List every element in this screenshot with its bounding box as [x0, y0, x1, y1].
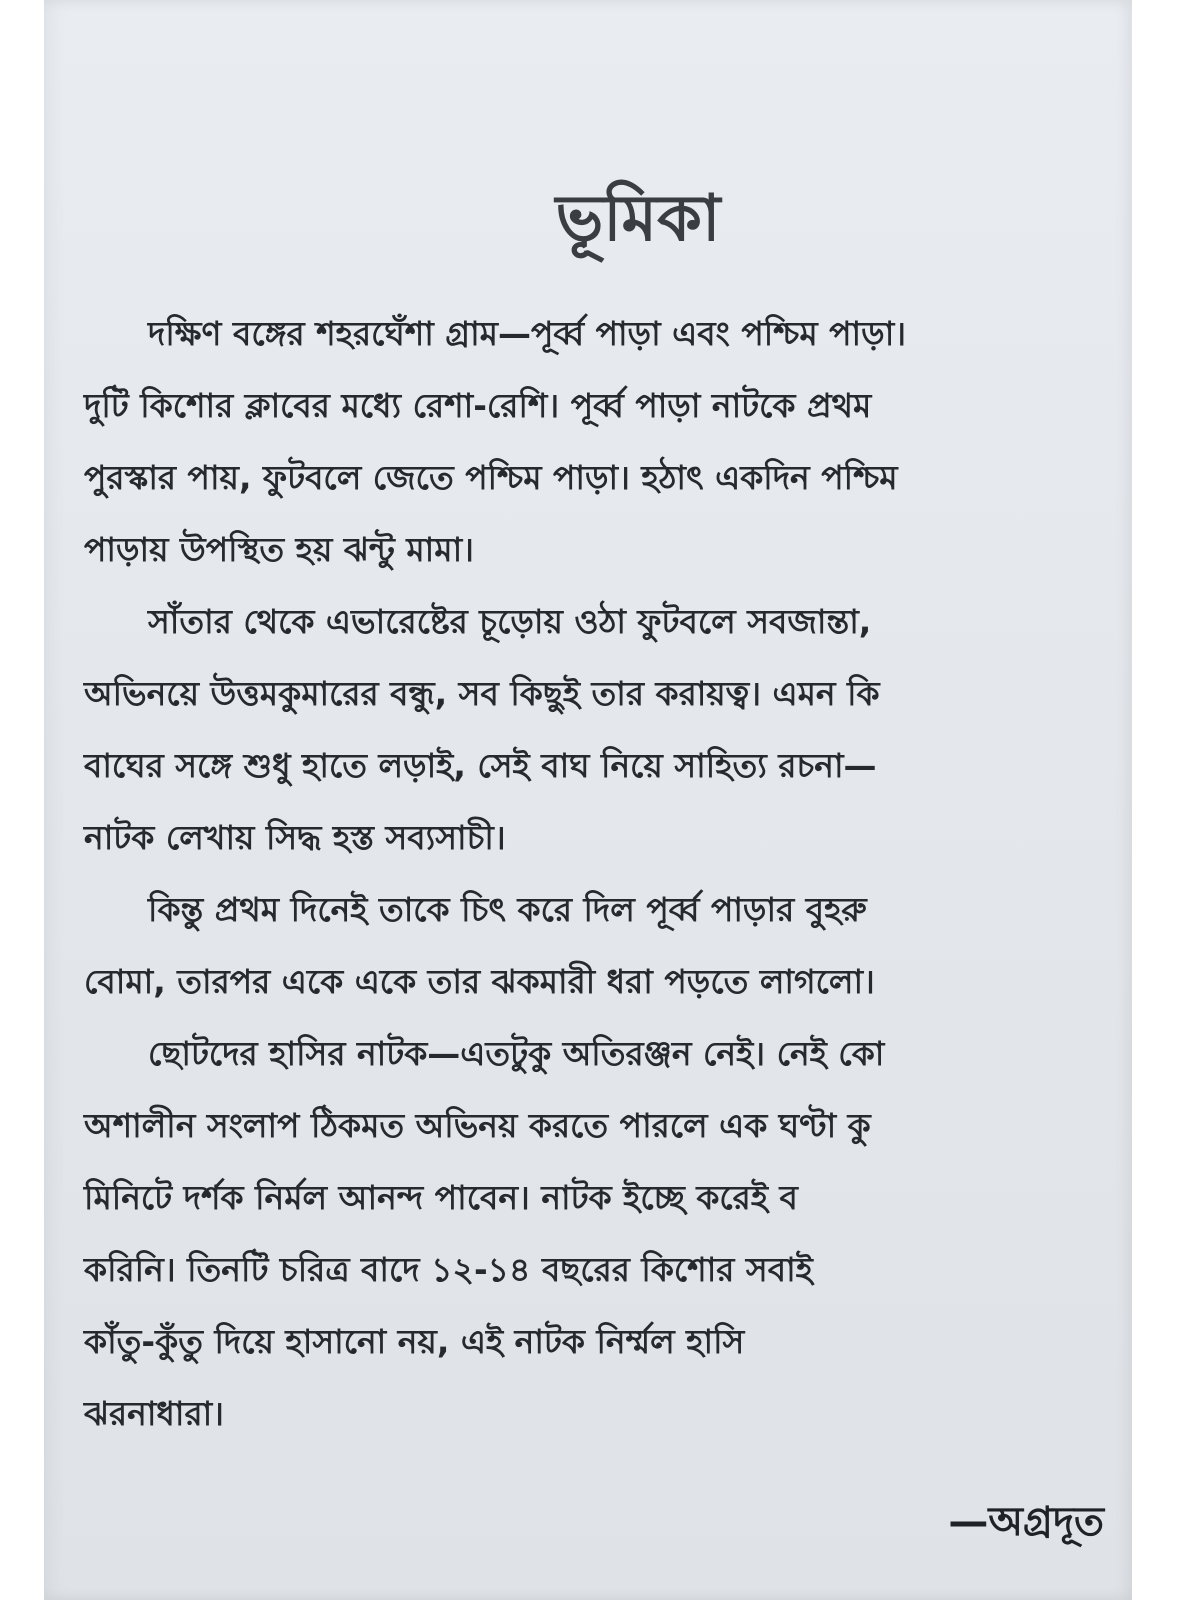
text-line: অশালীন সংলাপ ঠিকমত অভিনয় করতে পারলে এক ঘণ্টা কু	[84, 1106, 871, 1145]
text-line: বাঘের সঙ্গে শুধু হাতে লড়াই, সেই বাঘ নিয়ে সাহিত্য রচনা—	[84, 746, 877, 785]
text-line: বোমা, তারপর একে একে তার ঝকমারী ধরা পড়তে লাগলো।	[84, 962, 875, 1001]
author-signature: —অগ্রদূত	[948, 1499, 1104, 1545]
book-page	[44, 0, 1132, 1600]
text-line: দুটি কিশোর ক্লাবের মধ্যে রেশা-রেশি। পূর্ব্ব পাড়া নাটকে প্রথম	[84, 386, 872, 425]
paragraph-1	[84, 298, 1132, 586]
text-line: ঝরনাধারা।	[84, 1394, 224, 1433]
text-line: করিনি। তিনটি চরিত্র বাদে ১২-১৪ বছরের কিশোর সবাই	[84, 1250, 813, 1289]
text-line: পুরস্কার পায়, ফুটবলে জেতে পশ্চিম পাড়া। হঠাৎ একদিন পশ্চিম	[84, 458, 898, 497]
paragraph-2	[84, 586, 1132, 874]
text-line: সাঁতার থেকে এভারেষ্টের চূড়োয় ওঠা ফুটবলে সবজান্তা,	[148, 602, 872, 641]
text-line: অভিনয়ে উত্তমকুমারের বন্ধু, সব কিছুই তার করায়ত্ব। এমন কি	[84, 674, 880, 713]
body-text	[84, 298, 1132, 1450]
text-line: কিন্তু প্রথম দিনেই তাকে চিৎ করে দিল পূর্ব্ব পাড়ার বুহরু	[148, 890, 867, 929]
text-line: পাড়ায় উপস্থিত হয় ঝন্টু মামা।	[84, 530, 474, 569]
paragraph-3	[84, 874, 1132, 1018]
text-line: কাঁতু-কুঁতু দিয়ে হাসানো নয়, এই নাটক নির্ম্মল হাসি	[84, 1322, 745, 1361]
paragraph-4	[84, 1018, 1132, 1450]
page-title: ভূমিকা	[555, 182, 721, 256]
text-line: মিনিটে দর্শক নির্মল আনন্দ পাবেন। নাটক ইচ্ছে করেই ব	[84, 1178, 798, 1217]
text-line: দক্ষিণ বঙ্গের শহরঘেঁশা গ্রাম—পূর্ব্ব পাড়া এবং পশ্চিম পাড়া।	[148, 314, 907, 353]
text-line: ছোটদের হাসির নাটক—এতটুকু অতিরঞ্জন নেই। নেই কো	[148, 1034, 885, 1073]
text-line: নাটক লেখায় সিদ্ধ হস্ত সব্যসাচী।	[84, 818, 506, 857]
